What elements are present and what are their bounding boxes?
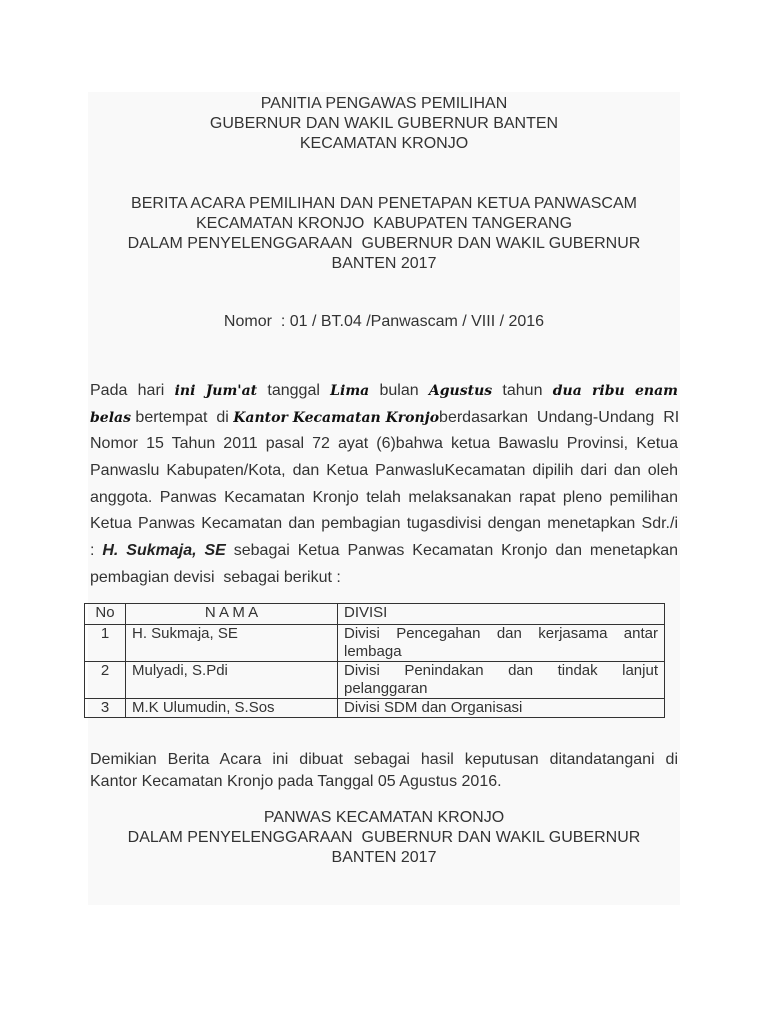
body-line-6: Ketua Panwas Kecamatan dan pembagian tugasdivisi dengan menetapkan Sdr./i xyxy=(90,515,678,533)
cell-divisi xyxy=(338,625,665,662)
text-berdasarkan: berdasarkan Undang-Undang RI xyxy=(439,408,680,426)
cell-divisi: Divisi SDM dan Organisasi xyxy=(338,699,665,718)
body-line-8: pembagian devisi sebagai berikut : xyxy=(90,568,341,586)
title-line-4: BANTEN 2017 xyxy=(331,255,437,272)
text-bertempat: bertempat di xyxy=(135,408,229,426)
signature-line-2: DALAM PENYELENGGARAAN GUBERNUR DAN WAKIL GUBERNUR xyxy=(127,829,641,846)
table-row xyxy=(85,699,665,718)
body-paragraph xyxy=(90,378,678,592)
text-sebagai: sebagai Ketua Panwas Kecamatan Kronjo dan menetapkan xyxy=(233,542,678,560)
body-line-1 xyxy=(90,378,678,405)
cell-nama: H. Sukmaja, SE xyxy=(126,625,338,662)
script-day: Jum'at xyxy=(205,383,258,399)
cell-no: 1 xyxy=(85,625,126,662)
title-line-2: KECAMATAN KRONJO KABUPATEN TANGERANG xyxy=(195,215,573,232)
closing-paragraph xyxy=(90,749,678,793)
header-nama: N A M A xyxy=(126,604,338,625)
text-bulan: bulan xyxy=(379,382,419,399)
cell-divisi xyxy=(338,662,665,699)
header-no: No xyxy=(85,604,126,625)
script-month: Agustus xyxy=(428,383,493,399)
signature-line-1: PANWAS KECAMATAN KRONJO xyxy=(263,809,505,826)
body-line-7 xyxy=(90,538,678,565)
body-line-5: anggota. Panwas Kecamatan Kronjo telah melaksanakan rapat pleno pemilihan xyxy=(90,488,678,506)
script-ini: ini xyxy=(174,383,196,399)
table-row xyxy=(85,625,665,662)
letterhead-line-3: KECAMATAN KRONJO xyxy=(299,135,469,152)
divisi-line-1: Divisi Pencegahan dan kerjasama antar xyxy=(344,625,658,642)
divisi-line-1: Divisi Penindakan dan tindak lanjut xyxy=(344,662,658,679)
cell-nama: M.K Ulumudin, S.Sos xyxy=(126,699,338,718)
body-line-3: Nomor 15 Tahun 2011 pasal 72 ayat (6)bahwa ketua Bawaslu Provinsi, Ketua xyxy=(90,435,678,453)
signature-block xyxy=(88,808,680,868)
text-tanggal: tanggal xyxy=(267,382,320,399)
document-title xyxy=(88,194,680,274)
table-row xyxy=(85,662,665,699)
text-tahun: tahun xyxy=(502,382,543,399)
title-line-3: DALAM PENYELENGGARAAN GUBERNUR DAN WAKIL GUBERNUR xyxy=(127,235,641,252)
script-year-4: belas xyxy=(90,409,131,426)
text-hari: hari xyxy=(137,382,165,399)
closing-line-1: Demikian Berita Acara ini dibuat sebagai hasil keputusan ditandatangani di xyxy=(90,751,678,768)
script-year-3: enam xyxy=(634,383,678,399)
cell-no: 2 xyxy=(85,662,126,699)
script-date: Lima xyxy=(330,383,370,399)
divisi-line-2: lembaga xyxy=(344,643,402,660)
title-line-1: BERITA ACARA PEMILIHAN DAN PENETAPAN KETUA PANWASCAM xyxy=(131,195,637,212)
body-line-4: Panwaslu Kabupaten/Kota, dan Ketua PanwasluKecamatan dipilih dari dan oleh xyxy=(90,462,678,480)
table-header-row xyxy=(85,604,665,625)
letterhead xyxy=(88,94,680,154)
document-number: Nomor : 01 / BT.04 /Panwascam / VIII / 2016 xyxy=(223,313,545,330)
cell-nama: Mulyadi, S.Pdi xyxy=(126,662,338,699)
letterhead-line-1: PANITIA PENGAWAS PEMILIHAN xyxy=(260,95,508,112)
division-table xyxy=(84,603,665,718)
signature-line-3: BANTEN 2017 xyxy=(331,849,437,866)
text-colon: : xyxy=(90,542,95,560)
divisi-line-2: pelanggaran xyxy=(344,680,428,697)
script-place: Kantor Kecamatan Kronjo xyxy=(233,409,440,426)
letterhead-line-2: GUBERNUR DAN WAKIL GUBERNUR BANTEN xyxy=(209,115,559,132)
closing-line-2: Kantor Kecamatan Kronjo pada Tanggal 05 Agustus 2016. xyxy=(90,773,502,790)
body-line-2 xyxy=(90,405,678,432)
header-divisi: DIVISI xyxy=(338,604,665,625)
cell-no: 3 xyxy=(85,699,126,718)
text-pada: Pada xyxy=(90,382,128,399)
script-year-2: ribu xyxy=(592,383,625,399)
script-year-1: dua xyxy=(552,383,582,399)
chairman-name: H. Sukmaja, SE xyxy=(102,542,226,560)
